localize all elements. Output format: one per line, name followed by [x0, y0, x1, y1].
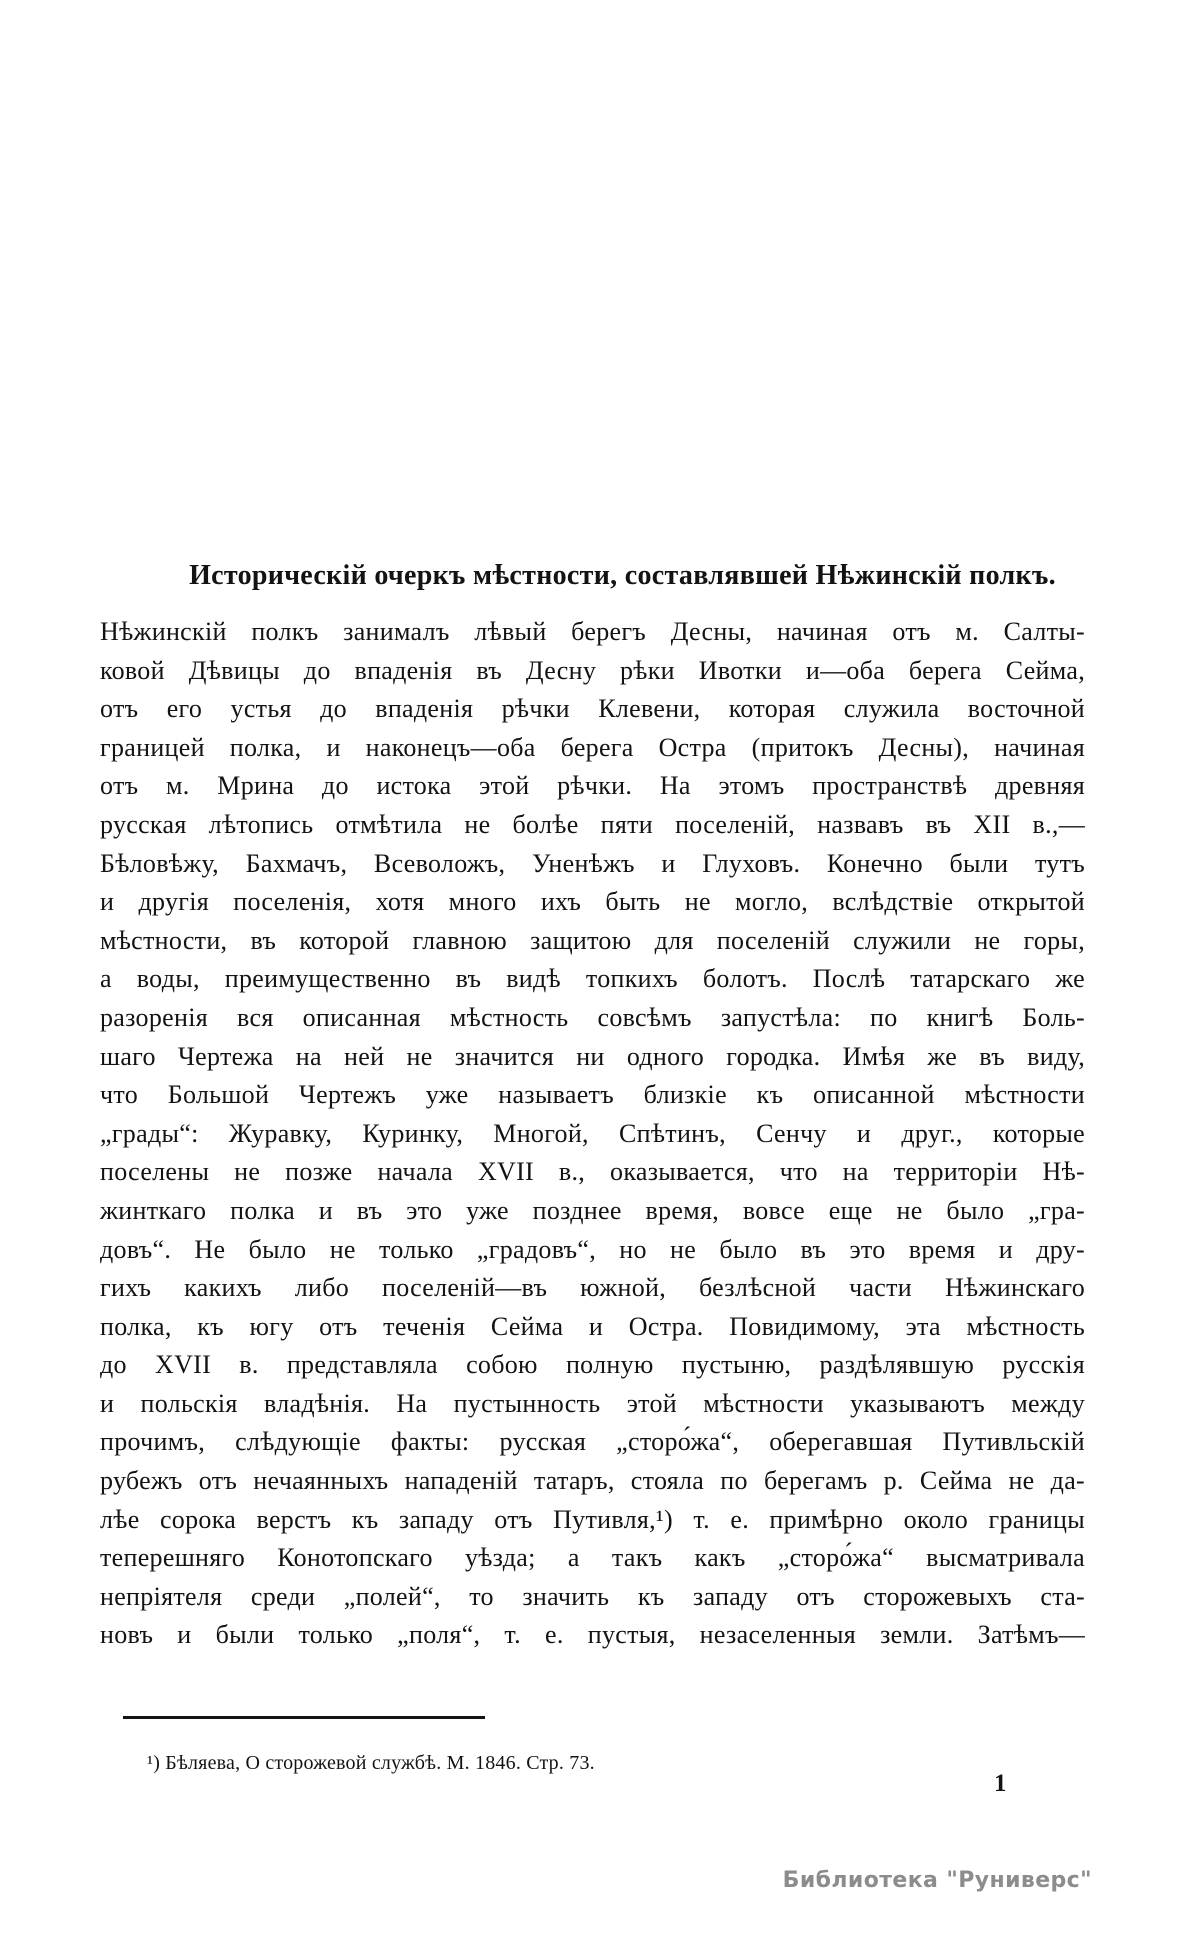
- library-watermark: Библиотека "Руниверс": [782, 1868, 1092, 1893]
- body-line: отъ его устья до впаденія рѣчки Клевени, которая служила восточной: [100, 694, 1085, 724]
- body-line: а воды, преимущественно въ видѣ топкихъ болотъ. Послѣ татарскаго же: [100, 964, 1085, 994]
- body-text: [100, 613, 1085, 1655]
- body-line: гихъ какихъ либо поселеній—въ южной, безлѣсной части Нѣжинскаго: [100, 1273, 1085, 1303]
- body-line: шаго Чертежа на ней не значится ни одного городка. Имѣя же въ виду,: [100, 1041, 1085, 1071]
- body-line: Нѣжинскій полкъ занималъ лѣвый берегъ Десны, начиная отъ м. Салты-: [100, 617, 1085, 646]
- body-line: мѣстности, въ которой главною защитою для поселеній служили не горы,: [100, 925, 1085, 955]
- body-line: ковой Дѣвицы до впаденія въ Десну рѣки Ивотки и—оба берега Сейма,: [100, 655, 1085, 685]
- body-line: Бѣловѣжу, Бахмачъ, Всеволожъ, Уненѣжъ и Глуховъ. Конечно были тутъ: [100, 848, 1085, 878]
- body-line: отъ м. Мрина до истока этой рѣчки. На этомъ пространствѣ древняя: [100, 771, 1085, 801]
- body-line: и польскія владѣнія. На пустынность этой мѣстности указываютъ между: [100, 1388, 1085, 1418]
- body-line: жинткаго полка и въ это уже позднее время, вовсе еще не было „гра-: [100, 1195, 1085, 1225]
- body-line: прочимъ, слѣдующіе факты: русская „сторо́жа“, оберегавшая Путивльскій: [100, 1427, 1085, 1457]
- footnote: ¹) Бѣляева, О сторожевой службѣ. М. 1846. Стр. 73.: [147, 1752, 595, 1774]
- body-line: „грады“: Журавку, Куринку, Многой, Спѣтинъ, Сенчу и друг., которые: [100, 1118, 1085, 1148]
- body-line: что Большой Чертежъ уже называетъ близкіе къ описанной мѣстности: [100, 1080, 1085, 1110]
- body-line: границей полка, и наконецъ—оба берега Остра (притокъ Десны), начиная: [100, 732, 1085, 762]
- body-line: до XVII в. представляла собою полную пустыню, раздѣлявшую русскія: [100, 1350, 1085, 1380]
- body-line: непріятеля среди „полей“, то значить къ западу отъ сторожевыхъ ста-: [100, 1581, 1085, 1611]
- page-title: Историческій очеркъ мѣстности, составлявшей Нѣжинскій полкъ.: [189, 560, 1056, 591]
- body-line: теперешняго Конотопскаго уѣзда; а такъ какъ „сторо́жа“ высматривала: [100, 1543, 1085, 1573]
- body-line: русская лѣтопись отмѣтила не болѣе пяти поселеній, назвавъ въ XII в.,—: [100, 809, 1085, 839]
- body-line: и другія поселенія, хотя много ихъ быть не могло, вслѣдствіе открытой: [100, 887, 1085, 917]
- body-line: полка, къ югу отъ теченія Сейма и Остра. Повидимому, эта мѣстность: [100, 1311, 1085, 1341]
- page-number: 1: [994, 1770, 1007, 1797]
- footnote-divider: [123, 1716, 485, 1719]
- body-line: довъ“. Не было не только „градовъ“, но не было въ это время и дру-: [100, 1234, 1085, 1264]
- body-line: разоренія вся описанная мѣстность совсѣмъ запустѣла: по книгѣ Боль-: [100, 1002, 1085, 1032]
- body-line: рубежъ отъ нечаянныхъ нападеній татаръ, стояла по берегамъ р. Сейма не да-: [100, 1466, 1085, 1496]
- body-line: лѣе сорока верстъ къ западу отъ Путивля,¹) т. е. примѣрно около границы: [100, 1504, 1085, 1534]
- body-line: новъ и были только „поля“, т. е. пустыя, незаселенныя земли. Затѣмъ—: [100, 1620, 1085, 1650]
- body-line: поселены не позже начала XVII в., оказывается, что на территоріи Нѣ-: [100, 1157, 1085, 1187]
